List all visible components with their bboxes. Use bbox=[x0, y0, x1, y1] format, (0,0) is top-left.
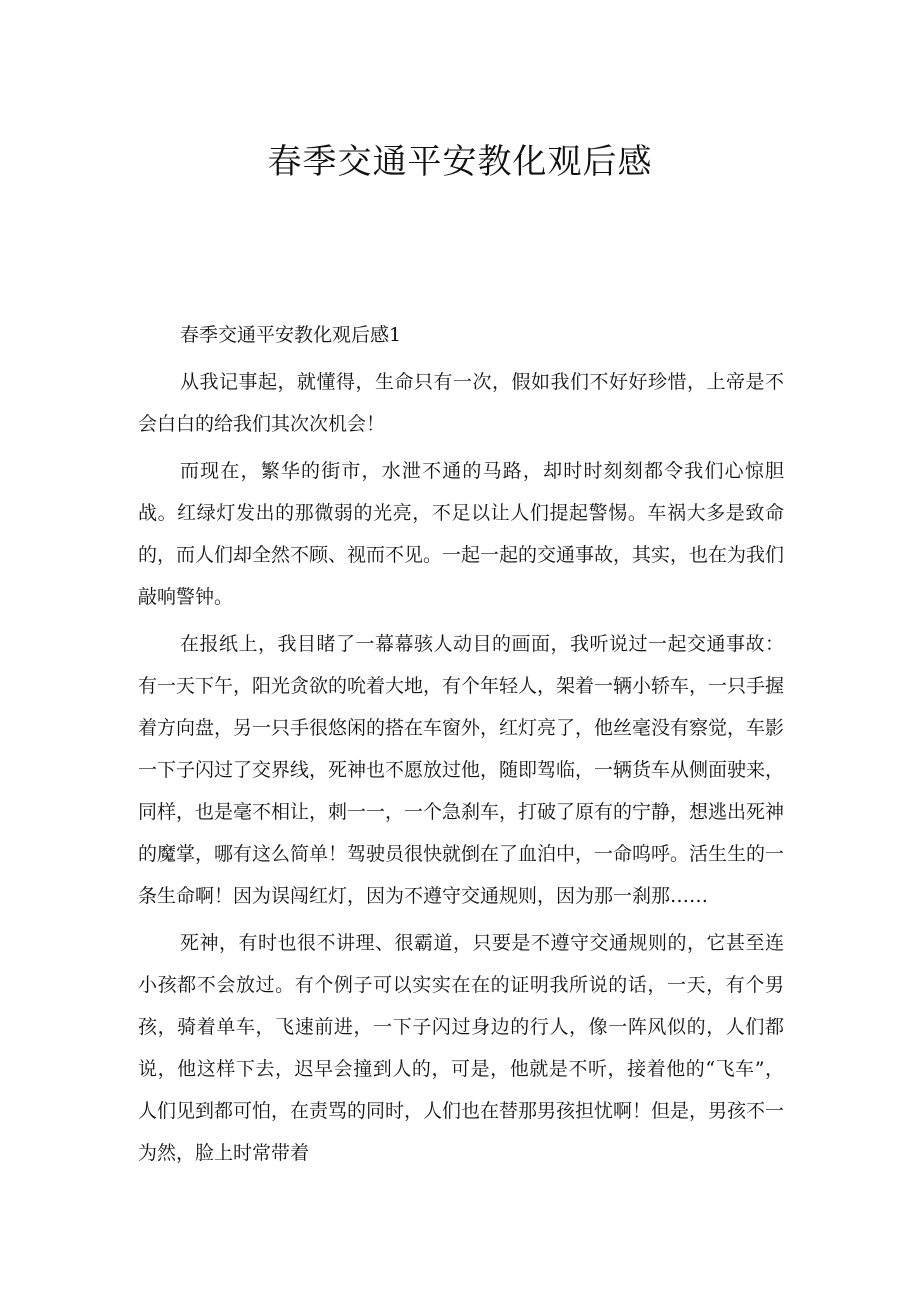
document-body bbox=[138, 314, 784, 1179]
paragraph-3: 在报纸上，我目睹了一幕幕骇人动目的画面，我听说过一起交通事故：有一天下午，阳光贪欲的吮着大地，有个年轻人，架着一辆小轿车，一只手握着方向盘，另一只手很悠闲的搭在车窗外，红灯亮了，他丝毫没有察觉，车影一下子闪过了交界线，死神也不愿放过他，随即驾临，一辆货车从侧面驶来，同样，也是毫不相让，刺一一，一个急刹车，打破了原有的宁静，想逃出死神的魔掌，哪有这么简单！驾驶员很快就倒在了血泊中，一命呜呼。活生生的一条生命啊！因为误闯红灯，因为不遵守交通规则，因为那一刹那…… bbox=[138, 633, 785, 907]
section-heading: 春季交通平安教化观后感1 bbox=[180, 324, 402, 346]
paragraph-1: 从我记事起，就懂得，生命只有一次，假如我们不好好珍惜，上帝是不会白白的给我们其次次机会！ bbox=[138, 371, 784, 435]
paragraph-4: 死神，有时也很不讲理、很霸道，只要是不遵守交通规则的，它甚至连小孩都不会放过。有个例子可以实实在在的证明我所说的话，一天，有个男孩，骑着单车，飞速前进，一下子闪过身边的行人，像一阵风似的，人们都说，他这样下去，迟早会撞到人的，可是，他就是不听，接着他的“飞车”，人们见到都可怕，在责骂的同时，人们也在替那男孩担忧啊！但是，男孩不一为然，脸上时常带着 bbox=[138, 932, 785, 1164]
paragraph-2: 而现在，繁华的街市，水泄不通的马路，却时时刻刻都令我们心惊胆战。红绿灯发出的那微弱的光亮，不足以让人们提起警惕。车祸大多是致命的，而人们却全然不顾、视而不见。一起一起的交通事故，其实，也在为我们敲响警钟。 bbox=[138, 460, 785, 608]
document-title: 春季交通平安教化观后感 bbox=[267, 142, 653, 182]
